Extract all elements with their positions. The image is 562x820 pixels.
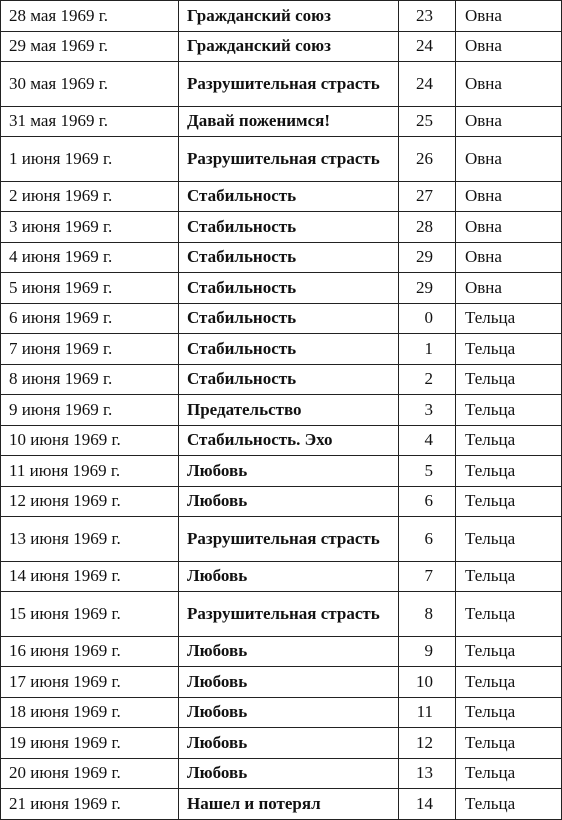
date-cell: 21 июня 1969 г. <box>1 789 179 820</box>
table-row <box>1 517 562 562</box>
date-cell: 2 июня 1969 г. <box>1 181 179 212</box>
date-cell: 10 июня 1969 г. <box>1 425 179 456</box>
sign-cell: Тельца <box>456 667 562 698</box>
date-cell: 6 июня 1969 г. <box>1 303 179 334</box>
sign-cell: Овна <box>456 242 562 273</box>
date-cell: 31 мая 1969 г. <box>1 106 179 137</box>
pattern-cell: Стабильность <box>179 212 399 243</box>
date-cell: 30 мая 1969 г. <box>1 62 179 107</box>
degree-cell: 8 <box>399 592 456 637</box>
pattern-cell: Разрушительная страсть <box>179 592 399 637</box>
degree-cell: 23 <box>399 1 456 32</box>
degree-cell: 1 <box>399 334 456 365</box>
degree-cell: 29 <box>399 273 456 304</box>
pattern-cell: Гражданский союз <box>179 31 399 62</box>
pattern-cell: Стабильность. Эхо <box>179 425 399 456</box>
table-row <box>1 486 562 517</box>
pattern-cell: Любовь <box>179 561 399 592</box>
pattern-cell: Давай поженимся! <box>179 106 399 137</box>
sign-cell: Овна <box>456 137 562 182</box>
table-row <box>1 1 562 32</box>
pattern-cell: Любовь <box>179 636 399 667</box>
date-cell: 28 мая 1969 г. <box>1 1 179 32</box>
table-row <box>1 181 562 212</box>
degree-cell: 6 <box>399 486 456 517</box>
pattern-cell: Любовь <box>179 728 399 759</box>
sign-cell: Тельца <box>456 789 562 820</box>
degree-cell: 13 <box>399 758 456 789</box>
degree-cell: 5 <box>399 456 456 487</box>
pattern-cell: Стабильность <box>179 364 399 395</box>
table-row <box>1 561 562 592</box>
sign-cell: Тельца <box>456 364 562 395</box>
pattern-cell: Разрушительная страсть <box>179 137 399 182</box>
degree-cell: 2 <box>399 364 456 395</box>
pattern-cell: Стабильность <box>179 303 399 334</box>
sign-cell: Овна <box>456 1 562 32</box>
date-cell: 29 мая 1969 г. <box>1 31 179 62</box>
date-cell: 20 июня 1969 г. <box>1 758 179 789</box>
table-row <box>1 697 562 728</box>
table-row <box>1 137 562 182</box>
sign-cell: Овна <box>456 212 562 243</box>
sign-cell: Тельца <box>456 456 562 487</box>
degree-cell: 3 <box>399 395 456 426</box>
degree-cell: 29 <box>399 242 456 273</box>
degree-cell: 24 <box>399 62 456 107</box>
sign-cell: Тельца <box>456 486 562 517</box>
table-row <box>1 212 562 243</box>
table-row <box>1 242 562 273</box>
sign-cell: Овна <box>456 106 562 137</box>
table-row <box>1 425 562 456</box>
pattern-cell: Разрушительная страсть <box>179 517 399 562</box>
table-row <box>1 456 562 487</box>
table-row <box>1 592 562 637</box>
sign-cell: Тельца <box>456 303 562 334</box>
date-cell: 5 июня 1969 г. <box>1 273 179 304</box>
degree-cell: 14 <box>399 789 456 820</box>
pattern-cell: Любовь <box>179 667 399 698</box>
sign-cell: Тельца <box>456 758 562 789</box>
dates-table-body <box>1 1 562 820</box>
sign-cell: Тельца <box>456 561 562 592</box>
pattern-cell: Разрушительная страсть <box>179 62 399 107</box>
table-row <box>1 667 562 698</box>
date-cell: 8 июня 1969 г. <box>1 364 179 395</box>
table-row <box>1 62 562 107</box>
pattern-cell: Любовь <box>179 486 399 517</box>
date-cell: 3 июня 1969 г. <box>1 212 179 243</box>
pattern-cell: Любовь <box>179 697 399 728</box>
table-row <box>1 364 562 395</box>
table-row <box>1 395 562 426</box>
degree-cell: 25 <box>399 106 456 137</box>
date-cell: 16 июня 1969 г. <box>1 636 179 667</box>
table-row <box>1 106 562 137</box>
pattern-cell: Любовь <box>179 758 399 789</box>
degree-cell: 12 <box>399 728 456 759</box>
pattern-cell: Стабильность <box>179 273 399 304</box>
table-row <box>1 758 562 789</box>
date-cell: 15 июня 1969 г. <box>1 592 179 637</box>
date-cell: 13 июня 1969 г. <box>1 517 179 562</box>
degree-cell: 10 <box>399 667 456 698</box>
sign-cell: Овна <box>456 62 562 107</box>
sign-cell: Овна <box>456 31 562 62</box>
pattern-cell: Стабильность <box>179 334 399 365</box>
pattern-cell: Стабильность <box>179 242 399 273</box>
pattern-cell: Любовь <box>179 456 399 487</box>
date-cell: 17 июня 1969 г. <box>1 667 179 698</box>
date-cell: 19 июня 1969 г. <box>1 728 179 759</box>
table-row <box>1 31 562 62</box>
date-cell: 7 июня 1969 г. <box>1 334 179 365</box>
table-row <box>1 303 562 334</box>
degree-cell: 4 <box>399 425 456 456</box>
date-cell: 14 июня 1969 г. <box>1 561 179 592</box>
sign-cell: Тельца <box>456 697 562 728</box>
date-cell: 11 июня 1969 г. <box>1 456 179 487</box>
sign-cell: Тельца <box>456 425 562 456</box>
pattern-cell: Гражданский союз <box>179 1 399 32</box>
pattern-cell: Предательство <box>179 395 399 426</box>
pattern-cell: Стабильность <box>179 181 399 212</box>
sign-cell: Тельца <box>456 334 562 365</box>
degree-cell: 0 <box>399 303 456 334</box>
degree-cell: 7 <box>399 561 456 592</box>
sign-cell: Тельца <box>456 395 562 426</box>
table-row <box>1 334 562 365</box>
date-cell: 18 июня 1969 г. <box>1 697 179 728</box>
pattern-cell: Нашел и потерял <box>179 789 399 820</box>
degree-cell: 11 <box>399 697 456 728</box>
date-cell: 9 июня 1969 г. <box>1 395 179 426</box>
date-cell: 12 июня 1969 г. <box>1 486 179 517</box>
sign-cell: Овна <box>456 181 562 212</box>
degree-cell: 24 <box>399 31 456 62</box>
sign-cell: Тельца <box>456 728 562 759</box>
date-cell: 4 июня 1969 г. <box>1 242 179 273</box>
sign-cell: Тельца <box>456 517 562 562</box>
table-row <box>1 636 562 667</box>
sign-cell: Тельца <box>456 592 562 637</box>
table-row <box>1 273 562 304</box>
degree-cell: 28 <box>399 212 456 243</box>
degree-cell: 27 <box>399 181 456 212</box>
degree-cell: 26 <box>399 137 456 182</box>
table-row <box>1 728 562 759</box>
table-row <box>1 789 562 820</box>
degree-cell: 9 <box>399 636 456 667</box>
sign-cell: Овна <box>456 273 562 304</box>
date-cell: 1 июня 1969 г. <box>1 137 179 182</box>
sign-cell: Тельца <box>456 636 562 667</box>
degree-cell: 6 <box>399 517 456 562</box>
